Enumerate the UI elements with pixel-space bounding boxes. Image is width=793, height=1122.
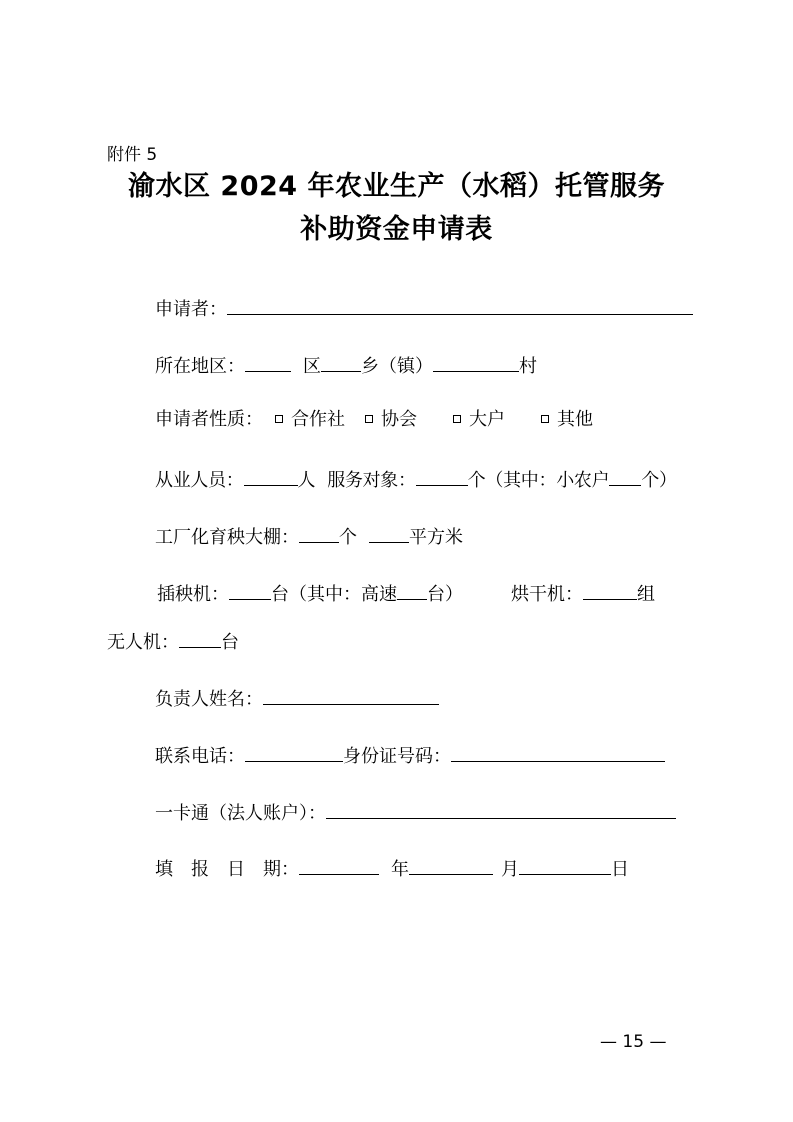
fill-date-year-input[interactable] [299, 854, 379, 875]
staff-unit: 人 [297, 470, 316, 491]
large-household-checkbox[interactable] [453, 415, 461, 423]
greenhouse-area-unit: 平方米 [409, 527, 463, 548]
applicant-type-row [155, 408, 593, 432]
contact-row [155, 741, 665, 769]
drone-row [107, 627, 239, 655]
location-row [155, 351, 537, 379]
smallholder-unit: 个） [641, 470, 677, 491]
dryer-label: 烘干机： [511, 584, 583, 605]
transplanter-unit: 台（其中：高速 [271, 584, 397, 605]
person-in-charge-row [155, 684, 439, 712]
association-checkbox[interactable] [365, 415, 373, 423]
page-number: — 15 — [600, 1032, 667, 1052]
drone-count-input[interactable] [179, 627, 221, 648]
location-label: 所在地区： [155, 356, 245, 377]
applicant-input[interactable] [227, 294, 693, 315]
fill-date-row [155, 854, 629, 882]
id-number-input[interactable] [451, 741, 665, 762]
location-township-text: 乡（镇） [361, 356, 433, 377]
location-village-input[interactable] [433, 351, 519, 372]
greenhouse-label: 工厂化育秧大棚： [155, 527, 299, 548]
drone-label: 无人机： [107, 632, 179, 653]
fill-date-day-text: 日 [611, 859, 629, 880]
service-target-unit: 个（其中：小农户 [467, 470, 610, 491]
dryer-count-input[interactable] [583, 579, 637, 600]
staff-label: 从业人员： [155, 470, 244, 491]
location-district-text: 区 [303, 356, 321, 377]
bank-card-label: 一卡通（法人账户）： [155, 803, 326, 824]
location-township-input[interactable] [321, 351, 361, 372]
other-option: 其他 [557, 409, 593, 430]
transplanter-label: 插秧机： [157, 584, 229, 605]
dryer-unit: 组 [637, 584, 655, 605]
transplanter-count-input[interactable] [229, 579, 271, 600]
bank-card-input[interactable] [326, 798, 676, 819]
smallholder-count-input[interactable] [609, 465, 641, 486]
staff-row [155, 465, 677, 493]
cooperative-checkbox[interactable] [275, 415, 283, 423]
other-checkbox[interactable] [541, 415, 549, 423]
cooperative-option: 合作社 [291, 409, 345, 430]
large-household-option: 大户 [469, 409, 505, 430]
staff-count-input[interactable] [244, 465, 298, 486]
id-number-label: 身份证号码： [343, 746, 451, 767]
applicant-row [155, 294, 693, 322]
association-option: 协会 [381, 409, 417, 430]
service-target-label: 服务对象： [327, 470, 416, 491]
bank-card-row [155, 798, 676, 826]
location-village-text: 村 [519, 356, 537, 377]
applicant-label: 申请者： [155, 299, 227, 320]
fill-date-month-input[interactable] [409, 854, 493, 875]
fill-date-label: 填 报 日 期： [155, 859, 299, 880]
greenhouse-area-input[interactable] [369, 522, 409, 543]
phone-label: 联系电话： [155, 746, 245, 767]
person-in-charge-label: 负责人姓名： [155, 689, 263, 710]
drone-unit: 台 [221, 632, 239, 653]
high-speed-count-input[interactable] [397, 579, 427, 600]
form-title-line2: 补助资金申请表 [300, 214, 493, 245]
phone-input[interactable] [245, 741, 343, 762]
greenhouse-row [155, 522, 463, 550]
applicant-type-label: 申请者性质： [155, 409, 263, 430]
fill-date-month-text: 月 [501, 859, 519, 880]
location-district-input[interactable] [245, 351, 291, 372]
fill-date-year-text: 年 [391, 859, 409, 880]
attachment-label: 附件 5 [107, 145, 158, 165]
greenhouse-count-unit: 个 [339, 527, 357, 548]
high-speed-unit: 台） [427, 584, 463, 605]
service-target-input[interactable] [416, 465, 468, 486]
person-in-charge-input[interactable] [263, 684, 439, 705]
fill-date-day-input[interactable] [519, 854, 611, 875]
form-title-line1: 渝水区 2024 年农业生产（水稻）托管服务 [128, 171, 665, 202]
greenhouse-count-input[interactable] [299, 522, 339, 543]
transplanter-row [157, 579, 655, 607]
